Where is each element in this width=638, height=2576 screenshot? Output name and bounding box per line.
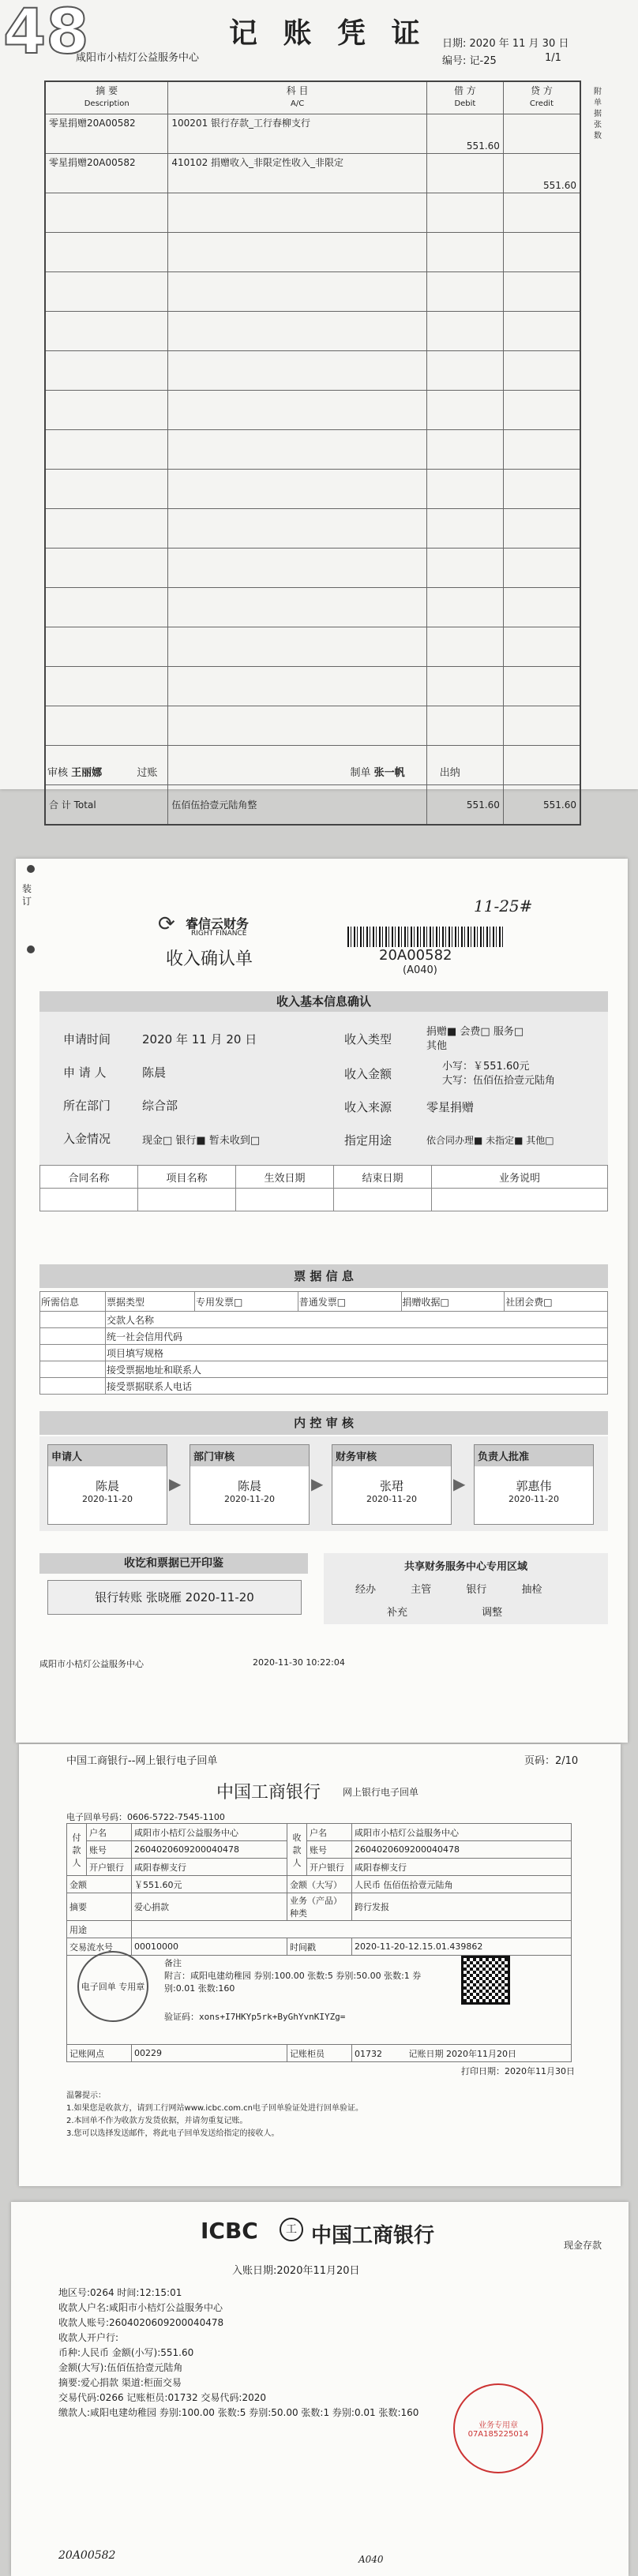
voucher-table <box>44 80 581 826</box>
contract-col: 结束日期 <box>334 1166 432 1189</box>
deposit-lines: 地区号:0264 时间:12:15:01 收款人户名:咸阳市小桔灯公益服务中心 收款人账号:2604020609200040478 收款人开户行: 币种:人民币 金额(小写):551.60 金额(大写):伍佰伍拾壹元陆角 摘要:爱心捐款 渠道:柜面交易 交易代码:0266 记账柜员:01732 交易代码:2020 缴款人:咸阳电建幼稚园 券别:100.00 张数:5 券别:50.00 张数:1 券别:0.01 张数:160 <box>58 2287 419 2418</box>
invoice-item: 统一社会信用代码 <box>106 1328 608 1345</box>
invoice-label: 所需信息 <box>40 1292 106 1312</box>
row-summary: 零星捐赠20A00582 <box>45 154 168 193</box>
section-basic: 收入基本信息确认 <box>39 991 608 1012</box>
invoice-option: 捐赠收据□ <box>401 1292 505 1312</box>
voucher-footer: 审核 王丽娜 过账 制单 张一帆 出纳 <box>47 767 460 779</box>
voucher-title: 记 账 凭 证 <box>229 17 428 50</box>
account-options: 现金□ 银行■ 暂未收到□ <box>142 1135 261 1147</box>
table-row <box>45 154 580 193</box>
invoice-item: 接受票据联系人电话 <box>106 1378 608 1395</box>
contract-col: 生效日期 <box>236 1166 334 1189</box>
applicant: 陈晨 <box>142 1065 167 1080</box>
barcode-number: 20A00582 <box>379 947 452 964</box>
receipt-subtitle: 网上银行电子回单 <box>343 1787 419 1798</box>
icbc-deposit-slip <box>11 2202 629 2576</box>
dept-label: 所在部门 <box>63 1099 111 1113</box>
col-debit: 借 方 Debit <box>426 81 503 114</box>
handwritten-note: 11-25# <box>474 897 533 915</box>
source: 零星捐赠 <box>426 1100 475 1114</box>
binding-label: 装订 <box>22 883 32 907</box>
row-debit <box>426 154 503 193</box>
deposit-date: 入账日期:2020年11月20日 <box>232 2265 360 2277</box>
form-code: (A040) <box>403 964 437 976</box>
print-date: 打印日期：2020年11月30日 <box>461 2066 575 2076</box>
row-account: 410102 捐赠收入_非限定性收入_非限定 <box>168 154 426 193</box>
logo-icon: ⟳ <box>158 912 175 936</box>
invoice-item: 项目填写规格 <box>106 1345 608 1361</box>
applicant-label: 申 请 人 <box>63 1065 107 1080</box>
apply-time: 2020 年 11 月 20 日 <box>142 1032 257 1046</box>
contract-table <box>39 1165 608 1211</box>
logo-en: RIGHT FINANCE <box>191 930 247 938</box>
handwritten-code: A040 <box>358 2554 384 2565</box>
row-credit: 551.60 <box>503 154 580 193</box>
receipt-stamp: 电子回单 专用章 <box>77 1951 148 2022</box>
contract-col: 业务说明 <box>432 1166 608 1189</box>
purpose-label: 指定用途 <box>344 1133 392 1148</box>
receipt-page: 页码：2/10 <box>524 1755 579 1767</box>
form-footer-unit: 咸阳市小桔灯公益服务中心 <box>39 1659 144 1669</box>
accounting-voucher <box>0 0 638 811</box>
logo-text: 睿信云财务 <box>186 916 250 931</box>
invoice-option: 专用发票□ <box>195 1292 298 1312</box>
invoice-item: 接受票据地址和联系人 <box>106 1361 608 1378</box>
row-account: 100201 银行存款_工行春柳支行 <box>168 114 426 154</box>
row-summary: 零星捐赠20A00582 <box>45 114 168 154</box>
total-debit: 551.60 <box>426 785 503 826</box>
type-label: 收入类型 <box>344 1032 392 1046</box>
attachment-label: 附单据张数 <box>594 88 602 140</box>
collect-stamp: 银行转账 张晓雁 2020-11-20 <box>47 1580 302 1615</box>
total-row <box>45 785 580 826</box>
invoice-option: 社团会费□ <box>505 1292 608 1312</box>
col-summary: 摘 要 Description <box>45 81 168 114</box>
section-control: 内 控 审 核 <box>39 1411 608 1435</box>
voucher-page: 1/1 <box>545 52 561 64</box>
purpose-options: 依合同办理■ 未指定■ 其他□ <box>426 1135 554 1146</box>
receipt-no: 电子回单号码：0606-5722-7545-1100 <box>66 1812 225 1822</box>
apply-time-label: 申请时间 <box>63 1032 111 1046</box>
section-collect: 收讫和票据已开印鉴 <box>39 1553 308 1574</box>
type-options: 捐赠■ 会费□ 服务□ <box>426 1026 524 1038</box>
amount-label: 收入金额 <box>344 1067 392 1081</box>
deposit-stamp: 业务专用章 07A185225014 <box>453 2383 543 2473</box>
row-debit: 551.60 <box>426 114 503 154</box>
arrow-right-icon: ▶ <box>169 1474 182 1493</box>
flow-step: 负责人批准 郭惠伟 2020-11-20 <box>474 1444 594 1525</box>
arrow-right-icon: ▶ <box>311 1474 324 1493</box>
shared-area: 共享财务服务中心专用区域 经办 主管 银行 抽检 补充 调整 <box>324 1553 608 1624</box>
qr-code-icon <box>461 1956 510 2005</box>
icbc-brand: ICBC <box>201 2218 258 2244</box>
icbc-logo-icon: 工 <box>280 2218 303 2241</box>
invoice-item: 交款人名称 <box>106 1312 608 1328</box>
handwritten-no: 20A00582 <box>58 2549 116 2562</box>
punch-hole-icon <box>27 865 35 873</box>
invoice-table <box>39 1291 608 1395</box>
flow-step: 财务审核 张珺 2020-11-20 <box>332 1444 452 1525</box>
type-other: 其他 <box>426 1040 448 1052</box>
receipt-table: 付款人 户名 咸阳市小桔灯公益服务中心 收款人 户名 咸阳市小桔灯公益服务中心 账号 2604020609200040478 账号 2604020609200040478 开户银行 咸阳春柳支行 开户银行 咸阳春柳支行 金额 ￥551.60元 金额（大写） 人民币 伍佰伍拾壹元陆角 摘要 爱心捐款 业务（产品）种类 跨行发报 用途 交易流水号 00010000 时间戳 2020-11-20-12.15.01.439862 备注 附言：咸阳电建幼稚园 券别:100.00 张数:5 券别:50.00 张数:1 券别:0.01 张数:160 验证码：xons+I7HKYp5rk+ByGhYvnKIYZg= 记账网点 00229 记账柜员 01732 记账日期 2020年11月20日 <box>66 1823 572 2062</box>
invoice-type: 票据类型 <box>106 1292 195 1312</box>
account-label: 入金情况 <box>63 1132 111 1146</box>
total-credit: 551.60 <box>503 785 580 826</box>
income-confirmation-form <box>16 859 628 1743</box>
contract-col: 合同名称 <box>40 1166 138 1189</box>
row-credit <box>503 114 580 154</box>
source-label: 收入来源 <box>344 1100 392 1114</box>
invoice-option: 普通发票□ <box>298 1292 401 1312</box>
voucher-unit: 咸阳市小桔灯公益服务中心 <box>76 52 200 64</box>
col-account: 科 目 A/C <box>168 81 426 114</box>
receipt-top-left: 中国工商银行--网上银行电子回单 <box>66 1755 218 1767</box>
barcode-icon <box>347 927 505 947</box>
receipt-bank-title: 中国工商银行 <box>216 1783 321 1803</box>
deposit-bank-title: 中国工商银行 <box>311 2224 435 2248</box>
form-title: 收入确认单 <box>166 949 253 969</box>
total-label: 合 计 Total <box>49 799 96 811</box>
voucher-number: 编号: 记-25 <box>442 55 497 67</box>
page-number: 48 <box>3 0 89 68</box>
arrow-right-icon: ▶ <box>453 1474 466 1493</box>
icbc-online-receipt <box>19 1744 621 2186</box>
col-credit: 贷 方 Credit <box>503 81 580 114</box>
receipt-tips: 温馨提示： 1.如果您是收款方，请到工行网站www.icbc.com.cn电子回单验证处进行回单验证。 2.本回单不作为收款方发货依据，并请勿重复记账。 3.您可以选择发送邮件，将此电子回单发送给指定的接收人。 <box>66 2091 364 2138</box>
dept: 综合部 <box>142 1099 178 1113</box>
section-invoice: 票 据 信 息 <box>39 1264 608 1288</box>
amount-big: 大写：伍佰伍拾壹元陆角 <box>442 1075 556 1087</box>
flow-step: 申请人 陈晨 2020-11-20 <box>47 1444 167 1525</box>
amount-small: 小写：￥551.60元 <box>442 1061 530 1073</box>
contract-col: 项目名称 <box>138 1166 236 1189</box>
punch-hole-icon <box>27 945 35 953</box>
flow-step: 部门审核 陈晨 2020-11-20 <box>190 1444 310 1525</box>
table-row <box>45 114 580 154</box>
deposit-corner: 现金存款 <box>564 2240 602 2251</box>
voucher-date: 日期: 2020 年 11 月 30 日 <box>442 38 569 50</box>
form-footer-time: 2020-11-30 10:22:04 <box>253 1657 345 1668</box>
total-text: 伍佰伍拾壹元陆角整 <box>168 785 426 826</box>
